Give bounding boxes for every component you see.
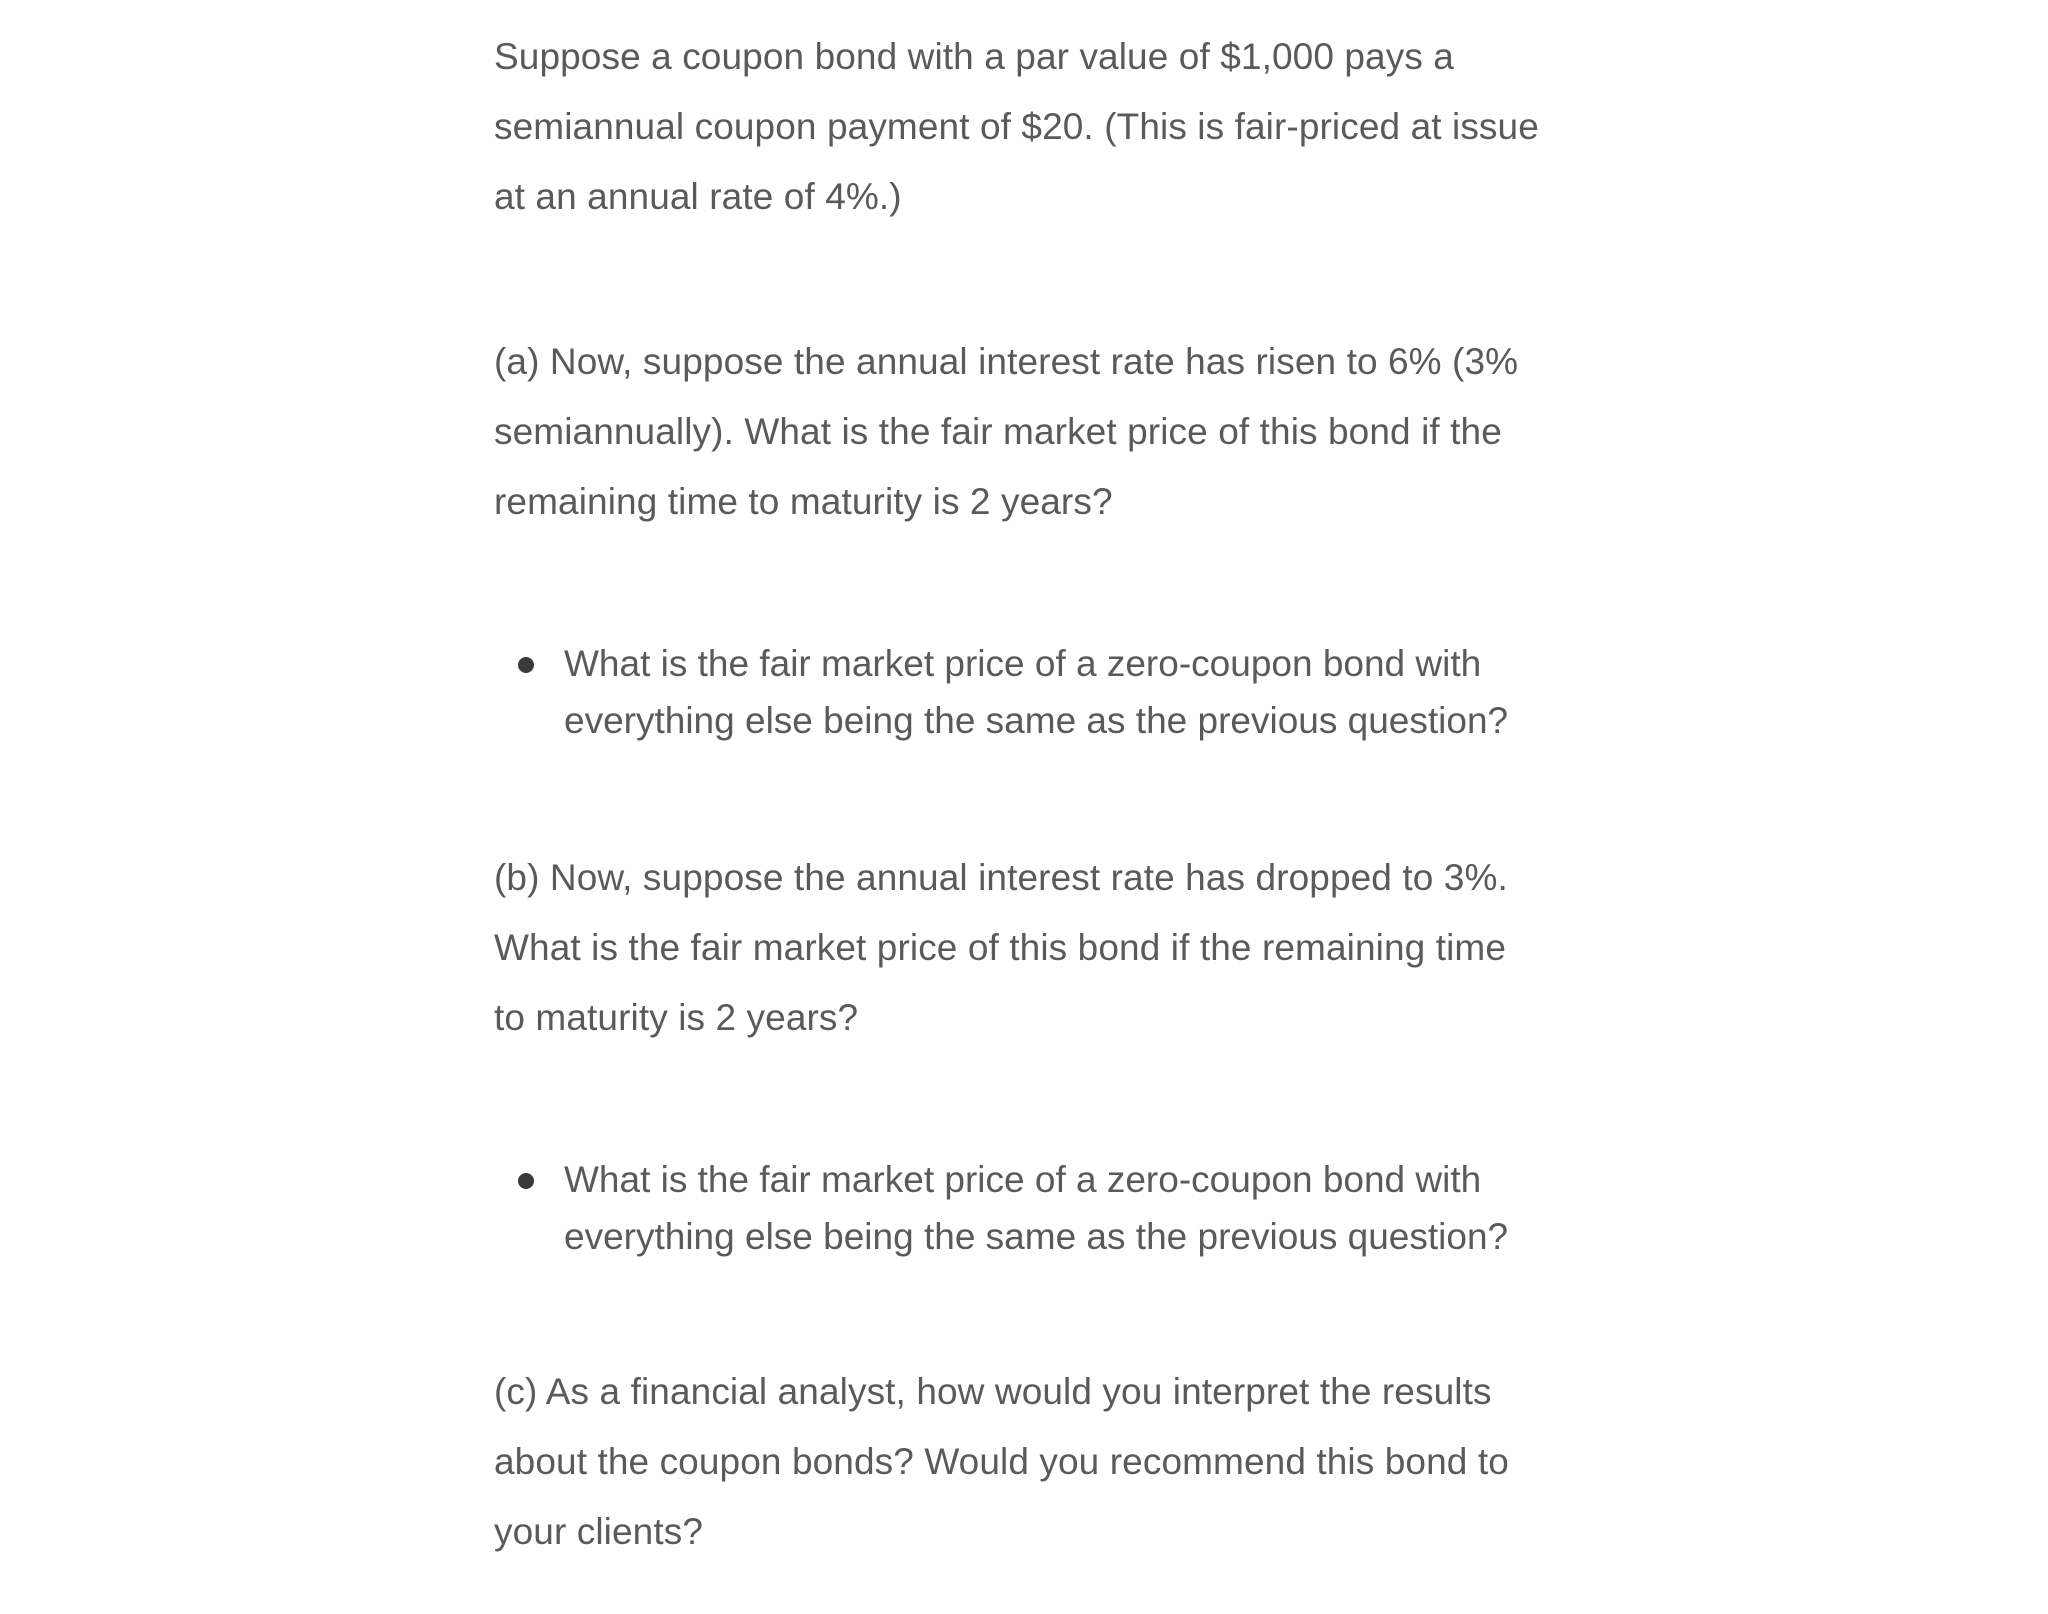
question-b-line-3: to maturity is 2 years? xyxy=(494,997,859,1038)
question-c-line-3: your clients? xyxy=(494,1511,704,1552)
question-c-line-2: about the coupon bonds? Would you recommend this bond to xyxy=(494,1441,1509,1482)
bullet-icon xyxy=(518,657,534,673)
question-c-line-1: (c) As a financial analyst, how would you interpret the results xyxy=(494,1371,1492,1412)
question-b-paragraph xyxy=(494,843,1594,1053)
question-c-paragraph xyxy=(494,1357,1594,1567)
question-a-bullet-line-2: everything else being the same as the previous question? xyxy=(564,700,1509,741)
intro-paragraph xyxy=(494,22,1594,232)
bullet-icon xyxy=(518,1173,534,1189)
question-a-line-2: semiannually). What is the fair market price of this bond if the xyxy=(494,411,1502,452)
intro-line-3: at an annual rate of 4%.) xyxy=(494,176,902,217)
question-b-bullet-line-2: everything else being the same as the previous question? xyxy=(564,1216,1509,1257)
question-b-bullet-text xyxy=(564,1151,1508,1265)
question-b-line-1: (b) Now, suppose the annual interest rate has dropped to 3%. xyxy=(494,857,1508,898)
question-b-bullet-line-1: What is the fair market price of a zero-coupon bond with xyxy=(564,1159,1482,1200)
question-a-bullet-text xyxy=(564,635,1508,749)
question-a-line-3: remaining time to maturity is 2 years? xyxy=(494,481,1113,522)
question-b-line-2: What is the fair market price of this bond if the remaining time xyxy=(494,927,1506,968)
question-a-bullet-line-1: What is the fair market price of a zero-coupon bond with xyxy=(564,643,1482,684)
question-a-paragraph xyxy=(494,327,1594,537)
question-a-line-1: (a) Now, suppose the annual interest rate has risen to 6% (3% xyxy=(494,341,1519,382)
intro-line-2: semiannual coupon payment of $20. (This is fair-priced at issue xyxy=(494,106,1539,147)
intro-line-1: Suppose a coupon bond with a par value of $1,000 pays a xyxy=(494,36,1454,77)
